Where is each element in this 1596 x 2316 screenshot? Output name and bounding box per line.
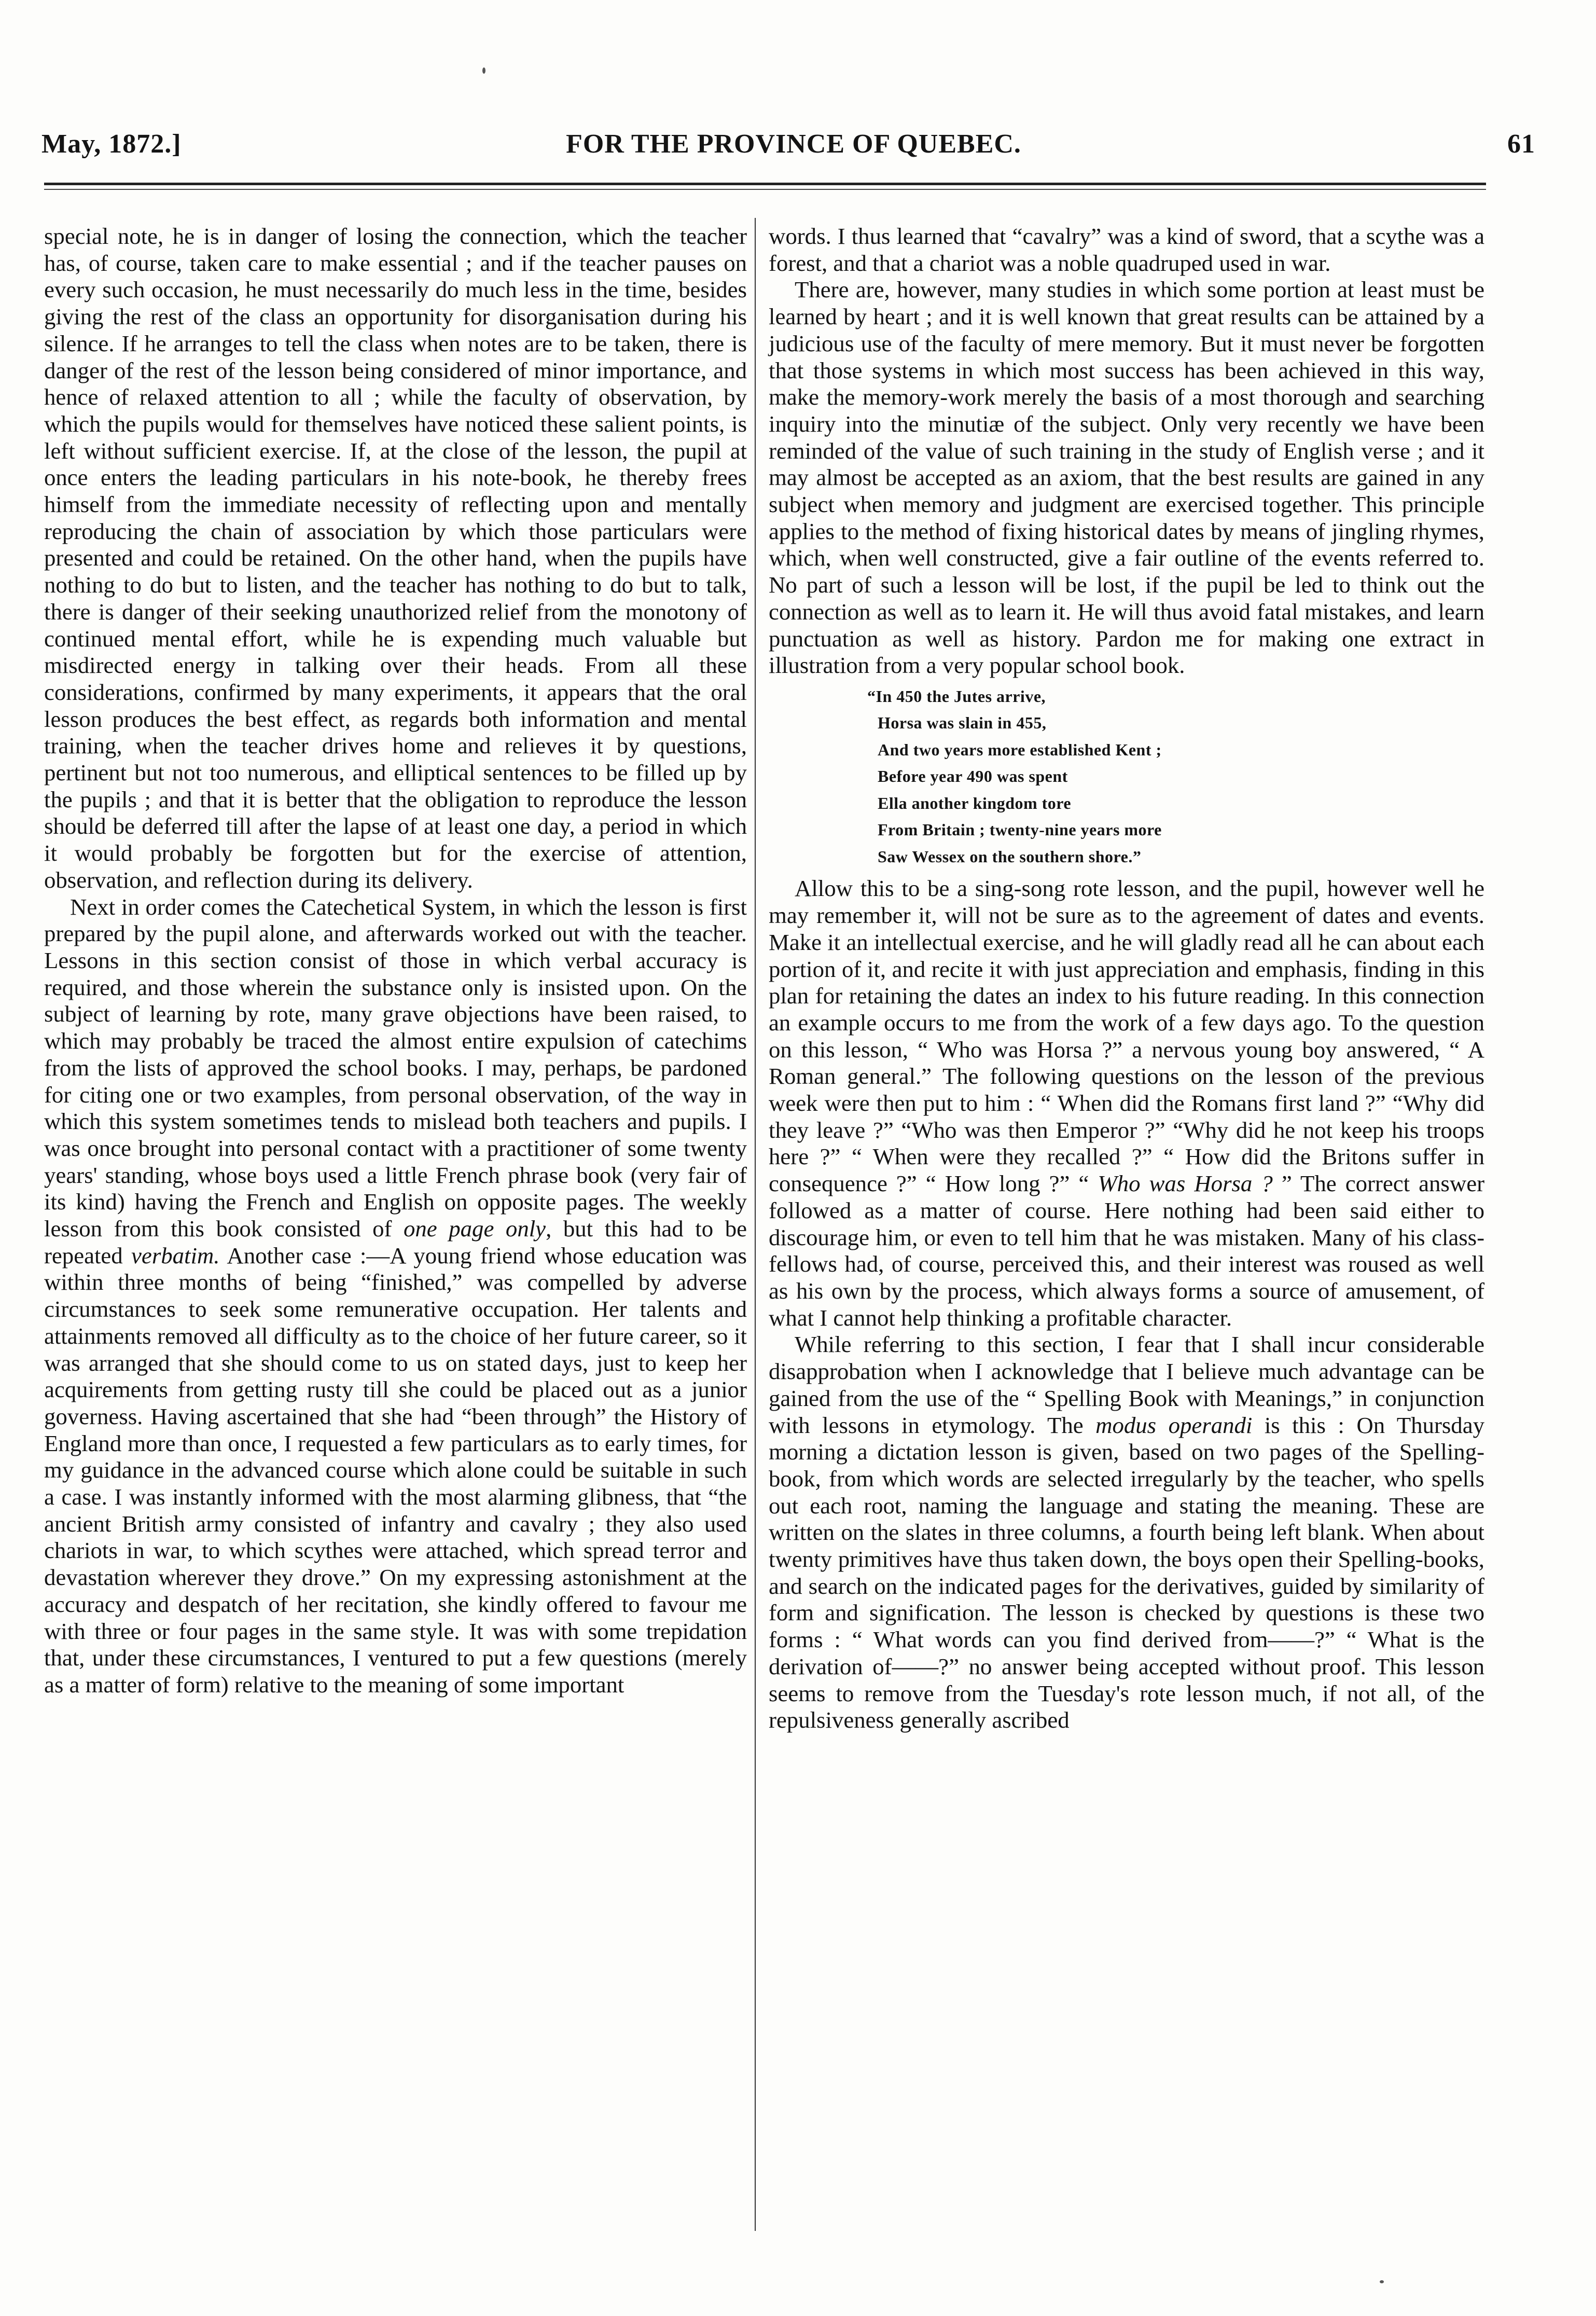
paragraph-spelling-book: [769, 1331, 1484, 1734]
left-column: [44, 223, 747, 1699]
verse-line: Saw Wessex on the southern shore.”: [878, 847, 1142, 866]
column-divider: [755, 218, 756, 2231]
header-rule-thin: [44, 189, 1486, 190]
verse-line: From Britain ; twenty-nine years more: [878, 820, 1162, 839]
text-run: , but this had to be repeated: [44, 1216, 747, 1269]
print-speck: [482, 67, 485, 74]
emphasis-text: verbatim.: [131, 1242, 220, 1269]
running-title: FOR THE PROVINCE OF QUEBEC.: [566, 129, 1021, 159]
text-run: Allow this to be a sing-song rote lesson, and the pupil, however well he may remember it, will not be sure as to the agreement of dates and events. Make it an intellectual exercise, and he will gladly read all he can about each portion of it, and recite it with just appreciation and emphasis, finding in this plan for retaining the dates an index to his future reading. In this connection an example occurs to me from the work of a few days ago. To the question on this lesson, “ Who was Horsa ?” a nervous young boy answered, “ A Roman general.” The following questions on the lesson of the previous week were then put to him : “ When did the Romans first land ?” “Why did they leave ?” “Who was then Emperor ?” “Why did he not keep his troops here ?” “ When were they recalled ?” “ How did the Britons suffer in consequence ?” “ How long ?” “: [769, 875, 1484, 1197]
verse-line: And two years more established Kent ;: [878, 740, 1162, 759]
emphasis-text: modus operandi: [1095, 1412, 1253, 1438]
text-run: ” The correct answer followed as a matter of course. Here nothing had been said either to discourage him, or even to tell him that he was mistaken. Many of his class-fellows had, of course, perceived this, and their interest was roused as well as his own by the process, which always forms a source of amusement, of what I cannot help thinking a profitable character.: [769, 1170, 1484, 1331]
right-column: [769, 223, 1484, 1734]
issue-date: May, 1872.]: [41, 129, 182, 159]
print-speck: [1380, 2280, 1384, 2283]
header-rule-thick: [44, 183, 1486, 185]
text-run: is this : On Thursday morning a dictation lesson is given, based on two pages of the Spelling-book, from which words are selected irregularly by the teacher, who spells out each root, naming the language and stating the meaning. These are written on the slates in three columns, a fourth being left blank. When about twenty primitives have thus taken down, the boys open their Spelling-books, and search on the indicated pages for the derivatives, guided by similarity of form and signification. The lesson is checked by questions is these two forms : “ What words can you find derived from——?” “ What is the derivation of——?” no answer being accepted without proof. This lesson seems to remove from the Tuesday's rote lesson much, if not all, of the repulsiveness generally ascribed: [769, 1412, 1484, 1733]
verse-line: Horsa was slain in 455,: [878, 713, 1047, 733]
text-run: Another case :—A young friend whose education was within three months of being “finished,” was compelled by adverse circumstances to seek some remunerative occupation. Her talents and attainments removed all difficulty as to the choice of her future career, so it was arranged that she should come to us on stated days, just to keep her acquirements from getting rusty till she could be placed out as a junior governess. Having ascertained that she had “been through” the History of England more than once, I requested a few particulars as to early times, for my guidance in the advanced course which alone could be suitable in such a case. I was instantly informed with the most alarming glibness, that “the ancient British army consisted of infantry and cavalry ; they also used chariots in war, to which scythes were attached, which spread terror and devastation wherever they drove.” On my expressing astonishment at the accuracy and despatch of her recitation, she kindly offered to favour me with three or four pages in the same style. It was with some trepidation that, under these circumstances, I ventured to put a few questions (merely as a matter of form) relative to the meaning of some important: [44, 1242, 747, 1698]
text-run: Next in order comes the Catechetical System, in which the lesson is first prepared by the pupil alone, and afterwards worked out with the teacher. Lessons in this section consist of those in which verbal accuracy is required, and those wherein the substance only is insisted upon. On the subject of learning by rote, many grave objections have been raised, to which may probably be traced the almost entire expulsion of catechims from the lists of approved the school books. I may, perhaps, be pardoned for citing one or two examples, from personal observation, of the way in which this system sometimes tends to mislead both teachers and pupils. I was once brought into personal contact with a practitioner of some twenty years' standing, whose boys used a little French phrase book (very fair of its kind) having the French and English on opposite pages. The weekly lesson from this book consisted of: [44, 893, 747, 1242]
text-run: While referring to this section, I fear that I shall incur considerable disapprobation when I acknowledge that I believe much advantage can be gained from the use of the “ Spelling Book with Meanings,” in conjunction with lessons in etymology. The: [769, 1331, 1484, 1438]
running-header: [41, 129, 1546, 175]
verse-quotation: [867, 683, 1484, 871]
page-number: 61: [1507, 129, 1535, 159]
verse-line: Before year 490 was spent: [878, 767, 1068, 786]
paragraph-memory-work: There are, however, many studies in which some portion at least must be learned by heart ; and it is well known that great results can be attained by a judicious use of the faculty of mere memory. But it must never be forgotten that those systems in which most success has been achieved in this way, make the memory-work merely the basis of a most thorough and searching inquiry into the minutiæ of the subject. Only very recently we have been reminded of the value of such training in the study of English verse ; and it may almost be accepted as an axiom, that the best results are gained in any subject when memory and judgment are exercised together. This principle applies to the method of fixing historical dates by means of jingling rhymes, which, when well constructed, give a fair outline of the events referred to. No part of such a lesson will be lost, if the pupil be led to think out the connection as well as to learn it. He will thus avoid fatal mistakes, and learn punctuation as well as history. Pardon me for making one extract in illustration from a very popular school book.: [769, 277, 1484, 679]
paragraph-catechetical-system: [44, 894, 747, 1699]
verse-line: “In 450 the Jutes arrive,: [867, 686, 1046, 706]
paragraph-sing-song-lesson: [769, 875, 1484, 1331]
paragraph-oral-lesson: special note, he is in danger of losing the connection, which the teacher has, of course, taken care to make essential ; and if the teacher pauses on every such occasion, he must necessarily do much less in the time, besides giving the rest of the class an opportunity for disorganisation during his silence. If he arranges to tell the class when notes are to be taken, there is danger of the rest of the lesson being considered of minor importance, and hence of relaxed attention to all ; while the faculty of observation, by which the pupils would for themselves have noticed these salient points, is left without sufficient exercise. If, at the close of the lesson, the pupil at once enters the leading particulars in his note-book, he thereby frees himself from the immediate necessity of reflecting upon and mentally reproducing the chain of association by which those particulars were presented and could be retained. On the other hand, when the pupils have nothing to do but to listen, and the teacher has nothing to do but to talk, there is danger of their seeking unauthorized relief from the monotony of continued mental effort, while he is expending much valuable but misdirected energy in talking over their heads. From all these considerations, confirmed by many experiments, it appears that the oral lesson produces the best effect, as regards both information and mental training, when the teacher drives home and relieves it by questions, pertinent but not too numerous, and elliptical sentences to be filled up by the pupils ; and that it is better that the obligation to reproduce the lesson should be deferred till after the lapse of at least one day, a period in which it would probably be forgotten but for the exercise of attention, observation, and reflection during its delivery.: [44, 223, 747, 893]
verse-line: Ella another kingdom tore: [878, 793, 1072, 812]
emphasis-text: Who was Horsa ?: [1098, 1170, 1273, 1197]
paragraph-continuation: words. I thus learned that “cavalry” was a kind of sword, that a scythe was a forest, and that a chariot was a noble quadruped used in war.: [769, 223, 1484, 276]
emphasis-text: one page only: [403, 1216, 546, 1242]
